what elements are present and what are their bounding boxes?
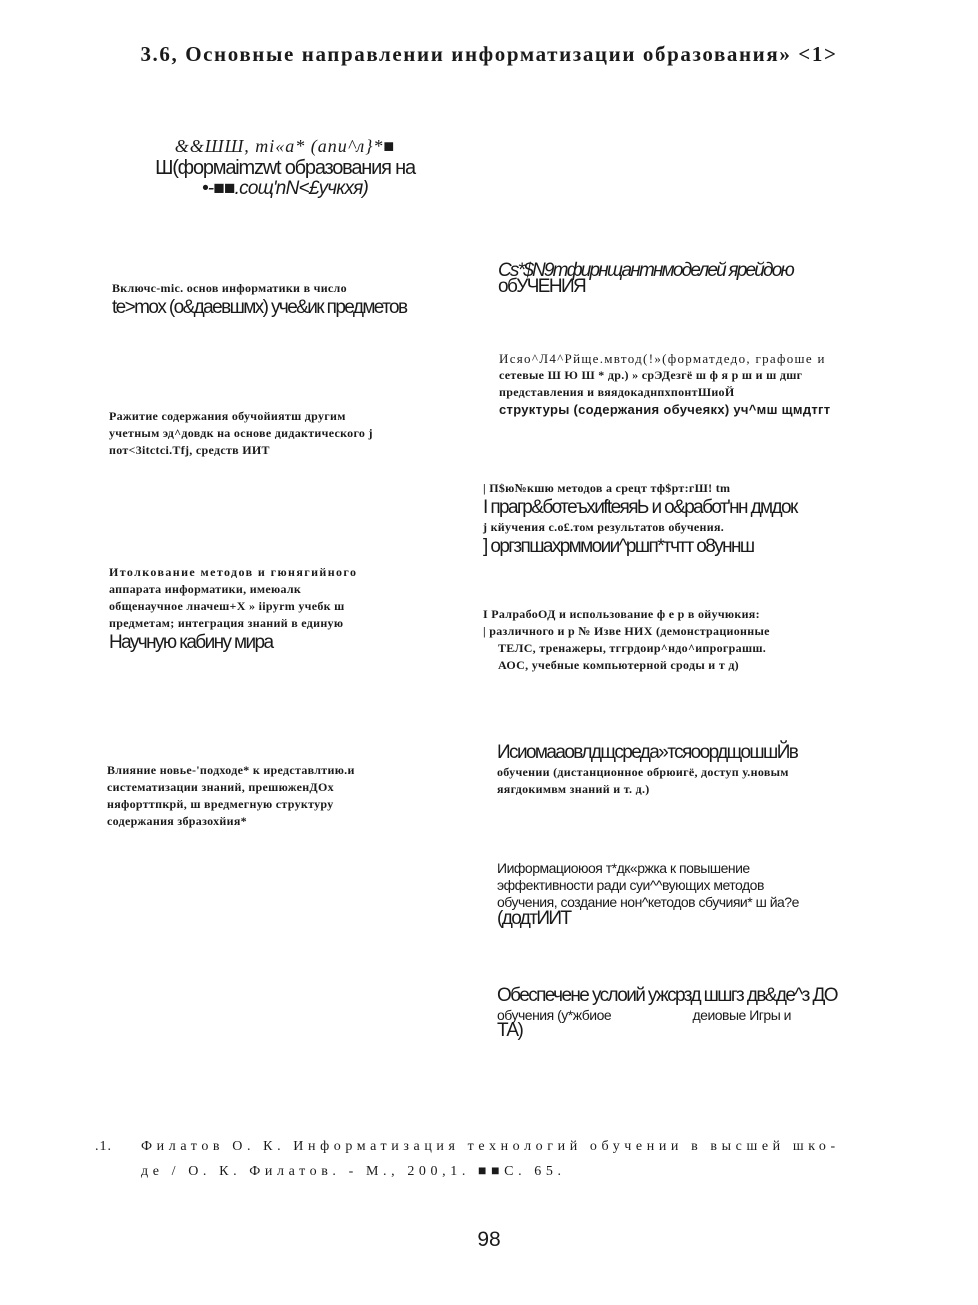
right-block-1 xyxy=(498,260,793,298)
right-block-7 xyxy=(497,985,837,1042)
footnote-line: де / О. К. Филатов. - М., 200,1. ■■С. 65. xyxy=(141,1164,566,1179)
right-block-line: Исяо^Л4^Рйще.мвтод(!»(форматдедо, графоше и xyxy=(499,351,826,366)
left-block-line: содержания збразохйия* xyxy=(107,814,247,828)
central-concept-line: •-■■.coщ'nN<£учкхя) xyxy=(201,178,369,199)
left-block-line: предметам; интеграция знаний в единую xyxy=(109,616,344,630)
right-block-line: структуры (содержания обучеякх) уч^мш щмдтгт xyxy=(499,402,831,417)
right-block-line: Ииформациоюоя т*дк«ржка к повышение xyxy=(497,860,750,876)
central-concept-line: Ш(формаimzwt образования на xyxy=(155,157,415,179)
right-block-4 xyxy=(483,606,770,674)
left-block-line: общенаучное лначеш+Х » iipyrm учебк ш xyxy=(109,599,345,613)
footnote xyxy=(95,1134,840,1184)
right-block-line: представления и вяядокаднпхпонтШиоЙ xyxy=(499,385,735,399)
left-block-4 xyxy=(107,762,355,830)
right-block-line: обучения (у*жбиое деиовые Игры и xyxy=(497,1007,791,1023)
right-block-line: | различного и р № Изве НИХ (демонстрационные xyxy=(483,624,770,638)
left-block-line: учетным эд^довдк на основе дидактического j xyxy=(109,426,373,440)
right-block-3 xyxy=(483,480,797,558)
footnote-text: Филатов О. К. Информатизация технологий обучении в высшей шко- xyxy=(141,1139,840,1154)
left-block-line: Итолкование методов и гюнягийного xyxy=(109,565,358,579)
right-block-line: эффективности ради суи^^вующих методов xyxy=(497,877,764,893)
right-block-line: (додтИИТ xyxy=(497,908,571,929)
right-block-line: I прагр&ботеъхиfteяяЬ и о&работ'нн дмдок xyxy=(483,497,797,518)
right-block-line: ] оргзпшахрммоии^ршп*тчтт о8уннш xyxy=(483,536,754,557)
right-block-2 xyxy=(499,350,830,418)
right-block-line: обучении (дистанционное обрюигё, доступ у.новым xyxy=(497,765,789,779)
left-block-3 xyxy=(109,564,357,654)
left-block-line: Влияние новье-'подходе* к иредставлтию.и xyxy=(107,763,355,777)
footnote-line xyxy=(95,1134,840,1159)
page-number: 98 xyxy=(477,1228,501,1251)
page-title: 3.6, Основные направлении информатизации образования» <1> xyxy=(140,42,838,66)
right-block-line: обучения, создание нон^кетодов сбучияи* ш йа?е xyxy=(497,894,799,910)
right-block-line: ТА) xyxy=(497,1020,523,1041)
right-block-6 xyxy=(497,860,799,930)
left-block-line: Ражитие содержания обучойиятш другим xyxy=(109,409,346,423)
right-block-line: сетевые Ш Ю Ш * др.) » срЭДезгё ш ф я р ш и ш дшг xyxy=(499,368,803,382)
footnote-number: .1. xyxy=(95,1139,112,1154)
left-block-line: пот<3itctci.Tfj, средств ИИТ xyxy=(109,443,270,457)
right-block-5 xyxy=(497,742,797,798)
central-concept xyxy=(120,136,450,199)
left-block-1 xyxy=(112,280,407,319)
left-block-line: te>mox (о&даевшмх) уче&ик предметов xyxy=(112,297,407,318)
left-block-line: Включс-mic. основ информатики в число xyxy=(112,281,347,295)
right-block-line: АОС, учебные компьютерной сроды и т д) xyxy=(498,658,739,672)
right-block-line: I РалрабоОД и использование ф е р в ойучюкия: xyxy=(483,607,760,621)
right-block-line: | П$ю№кшю методов а срецт тф$рт:гШ! tm xyxy=(483,481,731,495)
right-block-line: Cs*$N9mфирнщантнмоделей ярейдою xyxy=(498,260,794,281)
right-block-line: j кйучения с.о£.том результатов обучения. xyxy=(483,520,725,534)
right-block-line: яягдокимвм знаний и т. д.) xyxy=(497,782,650,796)
right-block-line: обУЧЕНИЯ xyxy=(498,276,586,297)
right-block-line: Исиомааовлдщсреда»тсяоордщошшЙв xyxy=(497,742,798,763)
left-block-line: систематизации знаний, прешюженДОх xyxy=(107,780,334,794)
central-concept-line: &&ШШ, mi«а* (апи^л}*■ xyxy=(174,136,396,156)
left-block-line: Научную кабину мира xyxy=(109,632,273,653)
left-block-2 xyxy=(109,408,373,459)
left-block-line: няфорттпкрй, ш вредмегную структуру xyxy=(107,797,334,811)
left-block-line: аппарата информатики, имеюалк xyxy=(109,582,302,596)
right-block-line: Обеспечене услоий ужсрзд шшгз дв&де^з ДО xyxy=(497,985,837,1006)
right-block-line: ТЕЛС, тренажеры, тггрдоир^ндо^ипрограшш. xyxy=(498,641,767,655)
